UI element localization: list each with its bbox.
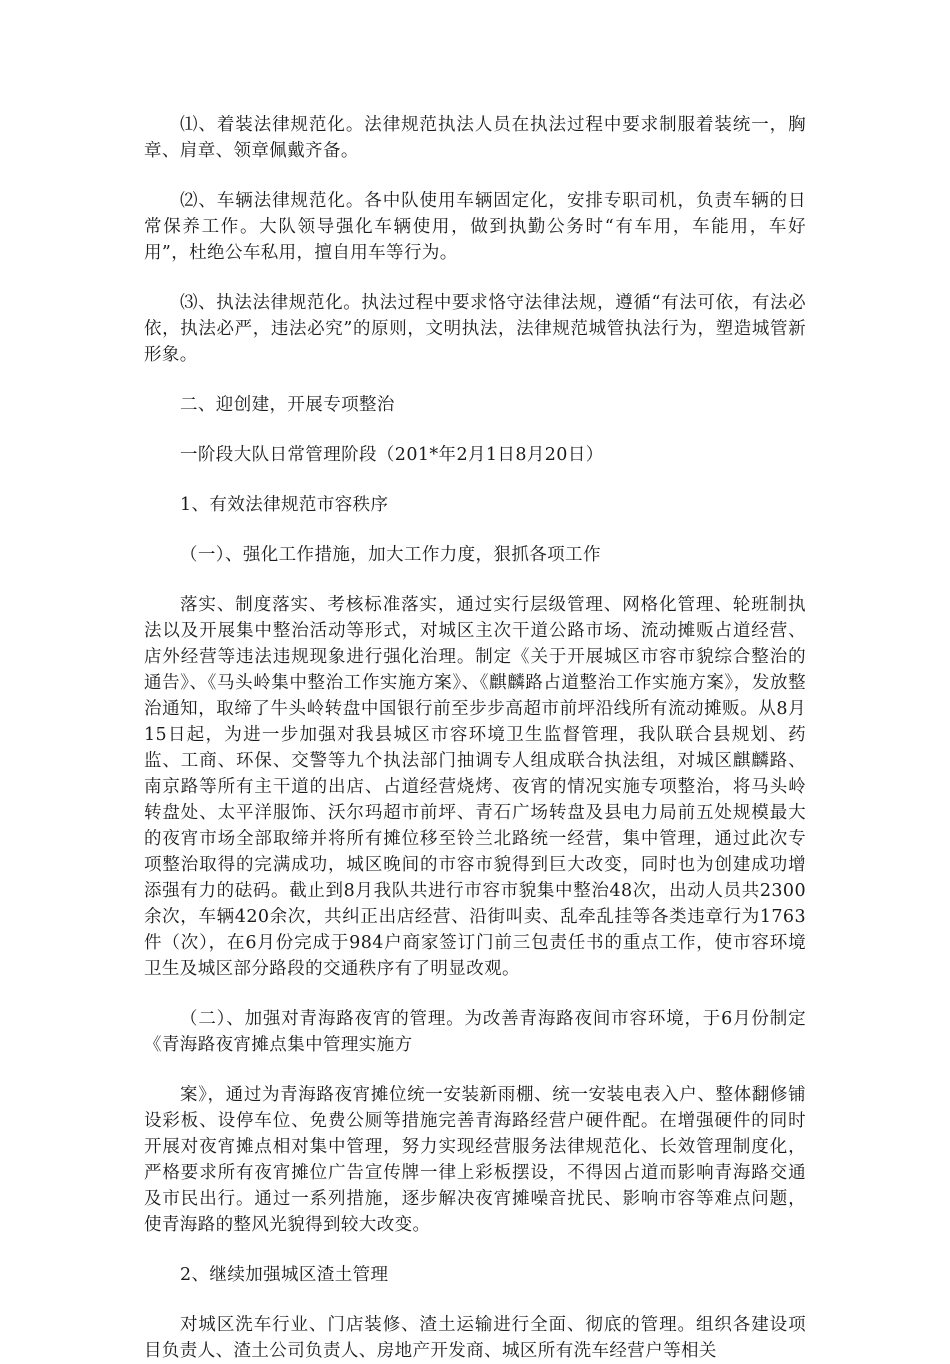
subsection-heading: 1、有效法律规范市容秩序: [180, 495, 389, 515]
paragraph-measures: 落实、制度落实、考核标准落实，通过实行层级管理、网格化管理、轮班制执法以及开展集中整治活动等形式，对城区主次干道公路市场、流动摊贩占道经营、店外经营等违法违规现象进行强化治理。制定《关于开展城区市容市貌综合整治的通告》、《马头岭集中整治工作实施方案》、《麒麟路占道整治工作实施方案》，发放整治通知，取缔了牛头岭转盘中国银行前至步步高超市前坪沿线所有流动摊贩。从8月15日起，为进一步加强对我县城区市容环境卫生监督管理，我队联合县规划、药监、工商、环保、交警等九个执法部门抽调专人组成联合执法组，对城区麒麟路、南京路等所有主干道的出店、占道经营烧烤、夜宵的情况实施专项整治，将马头岭转盘处、太平洋服饰、沃尔玛超市前坪、青石广场转盘及县电力局前五处规模最大的夜宵市场全部取缔并将所有摊位移至铃兰北路统一经营，集中管理，通过此次专项整治取得的完满成功，城区晚间的市容市貌得到巨大改变，同时也为创建成功增添强有力的砝码。截止到8月我队共进行市容市貌集中整治48次，出动人员共2300余次，车辆420余次，共纠正出店经营、沿街叫卖、乱牵乱挂等各类违章行为1763件（次），在6月份完成于984户商家签订门前三包责任书的重点工作，使市容环境卫生及城区部分路段的交通秩序有了明显改观。: [144, 595, 806, 979]
phase-heading: 一阶段大队日常管理阶段（201*年2月1日8月20日）: [180, 445, 604, 465]
paragraph-muck-management: 对城区洗车行业、门店装修、渣土运输进行全面、彻底的管理。组织各建设项目负责人、渣土公司负责人、房地产开发商、城区所有洗车经营户等相关: [144, 1315, 806, 1361]
item-heading: （一）、强化工作措施，加大工作力度，狠抓各项工作: [180, 545, 601, 565]
paragraph-qinghai-plan: 案》，通过为青海路夜宵摊位统一安装新雨棚、统一安装电表入户、整体翻修铺设彩板、设停车位、免费公厕等措施完善青海路经营户硬件配。在增强硬件的同时开展对夜宵摊点相对集中管理，努力实现经营服务法律规范化、长效管理制度化，严格要求所有夜宵摊位广告宣传牌一律上彩板摆设，不得因占道而影响青海路交通及市民出行。通过一系列措施，逐步解决夜宵摊噪音扰民、影响市容等难点问题，使青海路的整风光貌得到较大改变。: [144, 1085, 806, 1235]
subsection-heading-2: 2、继续加强城区渣土管理: [180, 1265, 389, 1285]
section-heading: 二、迎创建，开展专项整治: [180, 395, 395, 415]
paragraph-vehicles: ⑵、车辆法律规范化。各中队使用车辆固定化，安排专职司机，负责车辆的日常保养工作。大队领导强化车辆使用，做到执勤公务时“有车用，车能用，车好用”，杜绝公车私用，擅自用车等行为。: [144, 191, 806, 263]
paragraph-dress-code: ⑴、着装法律规范化。法律规范执法人员在执法过程中要求制服着装统一，胸章、肩章、领章佩戴齐备。: [144, 115, 806, 161]
document-body: [144, 112, 806, 1364]
paragraph-qinghai-road: （二）、加强对青海路夜宵的管理。为改善青海路夜间市容环境，于6月份制定《青海路夜宵摊点集中管理实施方: [144, 1009, 806, 1055]
paragraph-law-enforcement: ⑶、执法法律规范化。执法过程中要求恪守法律法规，遵循“有法可依，有法必依，执法必严，违法必究”的原则，文明执法，法律规范城管执法行为，塑造城管新形象。: [144, 293, 806, 365]
